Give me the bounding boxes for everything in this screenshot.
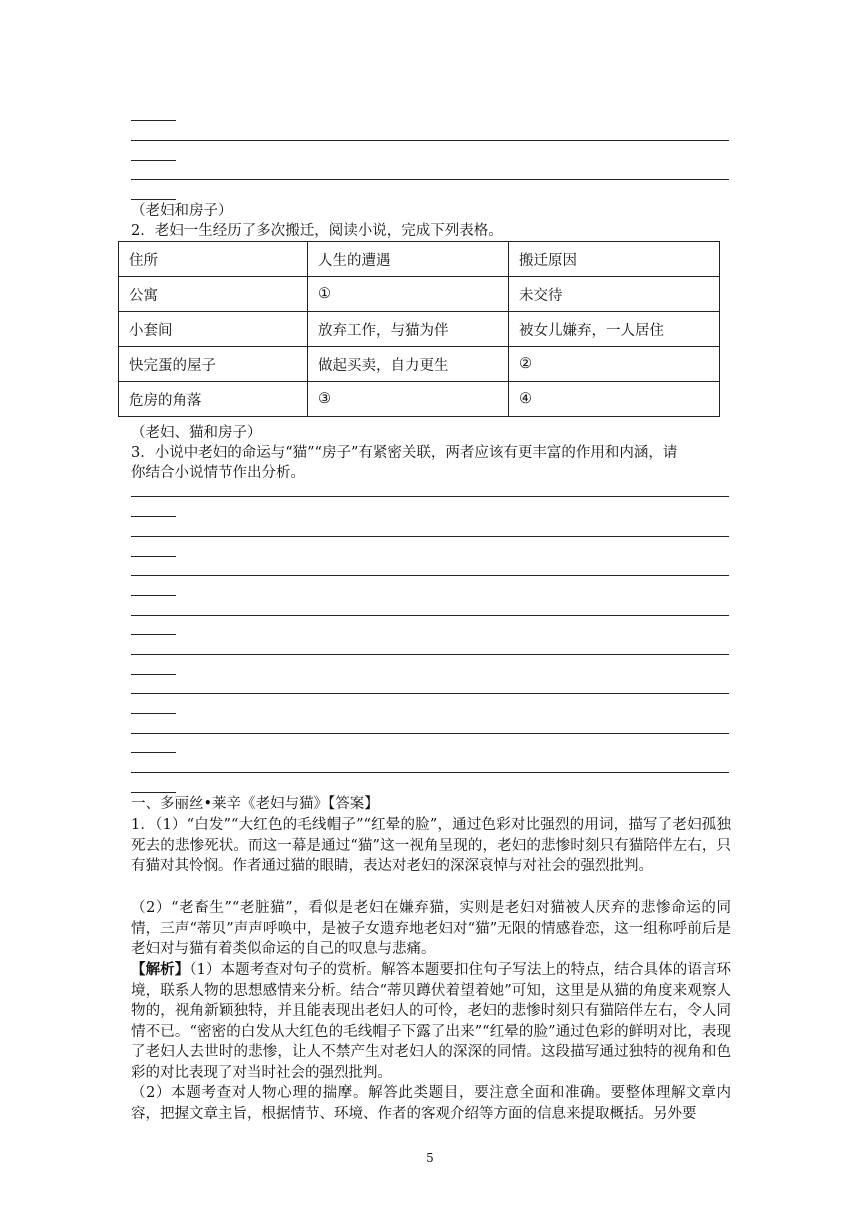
question-3-line-2: 你结合小说情节作出分析。	[131, 465, 305, 481]
analysis-1	[131, 960, 731, 1083]
answer-line-short	[131, 674, 176, 675]
analysis-2: （2）本题考查对人物心理的揣摩。解答此类题目，要注意全面和准确。要整体理解文章内容，把握文章主旨，根据情节、环境、作者的客观介绍等方面的信息来提取概括。另外要	[131, 1085, 731, 1122]
answer-line	[131, 536, 729, 537]
answer-line	[131, 496, 729, 497]
answer-line-short	[131, 556, 176, 557]
table-row	[119, 382, 720, 417]
answer-line	[131, 575, 729, 576]
analysis-label: 【解析】	[131, 961, 190, 978]
table-cell: 被女儿嫌弃，一人居住	[509, 312, 720, 347]
answer-line-short	[131, 713, 176, 714]
answer-line-short	[131, 634, 176, 635]
table-cell: ④	[509, 382, 720, 417]
answer-heading: 一、多丽丝•莱辛《老妇与猫》【答案】	[131, 796, 379, 812]
answer-line	[131, 615, 729, 616]
section-title: （老妇和房子）	[131, 203, 233, 219]
page-number: 5	[426, 1151, 434, 1165]
answer-line	[131, 179, 729, 180]
relocation-table	[118, 241, 720, 417]
table-row	[119, 312, 720, 347]
answer-line-short	[131, 595, 176, 596]
answer-line	[131, 654, 729, 655]
table-cell: ③	[308, 382, 509, 417]
table-header-row	[119, 242, 720, 277]
table-header-cell: 住所	[119, 242, 308, 277]
answer-line-short	[131, 120, 176, 121]
answer-line-short	[131, 199, 176, 200]
answer-line-short	[131, 516, 176, 517]
table-header-cell: 人生的遭遇	[308, 242, 509, 277]
table-cell: 公寓	[119, 277, 308, 312]
answer-line	[131, 733, 729, 734]
section-title: （老妇、猫和房子）	[131, 425, 262, 441]
answer-line-short	[131, 752, 176, 753]
analysis-1-text: （1）本题考查对句子的赏析。解答本题要扣住句子写法上的特点，结合具体的语言环境，联系人物的思想感情来分析。结合“蒂贝蹲伏着望着她”可知，这里是从猫的角度来观察人物的，视角新颖独特，并且能表现出老妇人的可怜，老妇的悲惨时刻只有猫陪伴左右，令人同情不已。“密密的白发从大红色的毛线帽子下露了出来”“红晕的脸”通过色彩的鲜明对比，表现了老妇人去世时的悲惨，让人不禁产生对老妇人的深深的同情。这段描写通过独特的视角和色彩的对比表现了对当时社会的强烈批判。	[131, 962, 731, 1081]
question-3-line-1: 3．小说中老妇的命运与“猫”“房子”有紧密关联，两者应该有更丰富的作用和内涵，请	[131, 445, 678, 461]
table-cell: 小套间	[119, 312, 308, 347]
answer-line-short	[131, 792, 176, 793]
table-header-cell: 搬迁原因	[509, 242, 720, 277]
table-cell: 做起买卖，自力更生	[308, 347, 509, 382]
answer-2: （2）“老畜生”“老脏猫”，看似是老妇在嫌弃猫，实则是老妇对猫被人厌弃的悲惨命运的同情，三声“蒂贝”声声呼唤中，是被子女遗弃地老妇对“猫”无限的情感眷恋，这一组称呼前后是老妇对与猫有着类似命运的自己的叹息与悲痛。	[131, 900, 731, 957]
table-cell: 未交待	[509, 277, 720, 312]
answer-line	[131, 693, 729, 694]
table-cell: ②	[509, 347, 720, 382]
answer-line-short	[131, 160, 176, 161]
answer-line	[131, 140, 729, 141]
table-row	[119, 347, 720, 382]
table-cell: 放弃工作，与猫为伴	[308, 312, 509, 347]
answer-line	[131, 772, 729, 773]
table-cell: 危房的角落	[119, 382, 308, 417]
table-row	[119, 277, 720, 312]
answer-1: 1．（1）“白发”“大红色的毛线帽子”“红晕的脸”，通过色彩对比强烈的用词，描写了老妇孤独死去的悲惨死状。而这一幕是通过“猫”这一视角呈现的，老妇的悲惨时刻只有猫陪伴左右，只有猫对其怜悯。作者通过猫的眼睛，表达对老妇的深深哀悼与对社会的强烈批判。	[131, 817, 731, 874]
table-cell: ①	[308, 277, 509, 312]
table-cell: 快完蛋的屋子	[119, 347, 308, 382]
question-2: 2．老妇一生经历了多次搬迁，阅读小说，完成下列表格。	[131, 223, 503, 239]
